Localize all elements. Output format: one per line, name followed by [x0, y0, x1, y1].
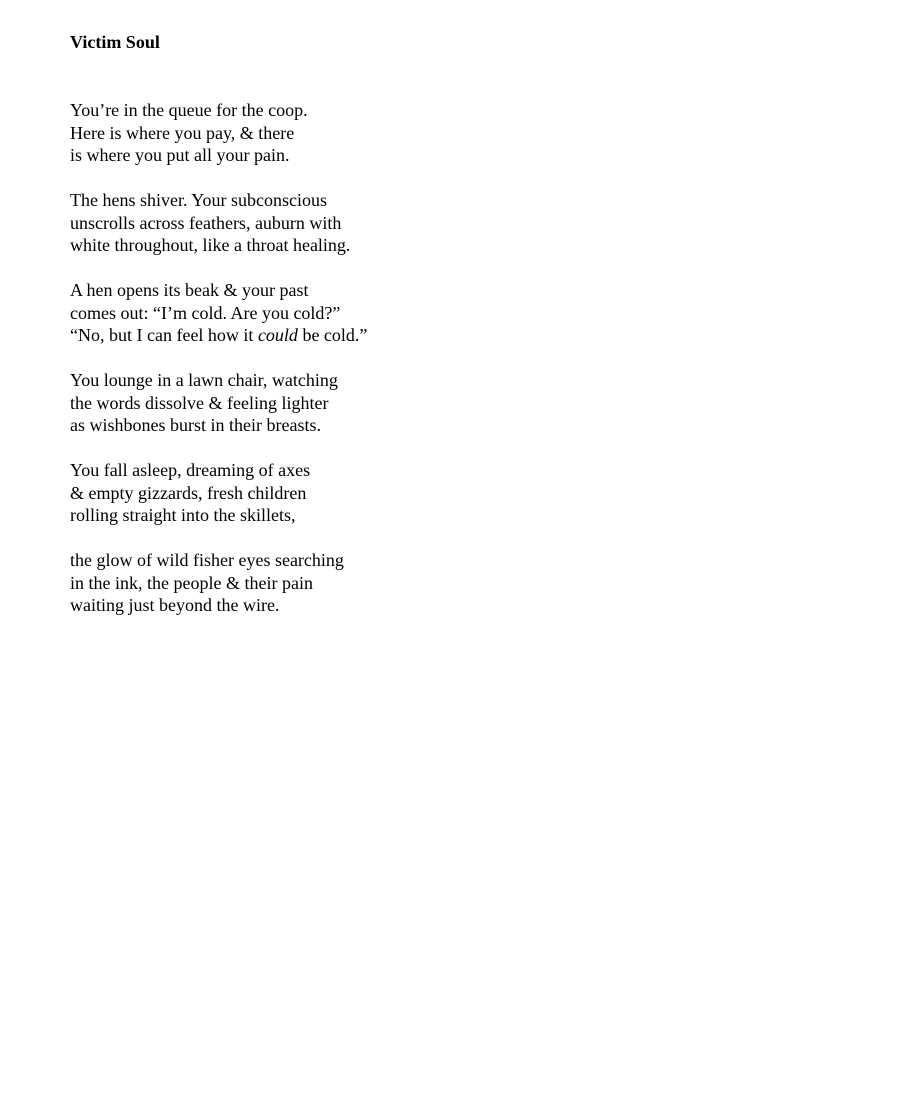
poem-line: waiting just beyond the wire. — [70, 595, 280, 615]
stanza-1 — [70, 99, 850, 167]
poem-line: You fall asleep, dreaming of axes — [70, 460, 311, 480]
poem-line: comes out: “I’m cold. Are you cold?” — [70, 302, 341, 323]
poem-body — [70, 99, 850, 617]
poem-line: is where you put all your pain. — [70, 145, 290, 165]
poem-line-text: “No, but I can feel how it — [70, 325, 258, 345]
poem-line: & empty gizzards, fresh children — [70, 482, 307, 503]
poem-line: white throughout, like a throat healing. — [70, 235, 351, 255]
poem-line: A hen opens its beak & your past — [70, 280, 309, 300]
poem-line: the words dissolve & feeling lighter — [70, 392, 329, 413]
poem-line: as wishbones burst in their breasts. — [70, 415, 321, 435]
poem-line: rolling straight into the skillets, — [70, 505, 296, 525]
stanza-5 — [70, 459, 850, 527]
poem-line-text: be cold.” — [297, 325, 368, 345]
document-page — [70, 31, 850, 639]
stanza-2 — [70, 189, 850, 257]
stanza-6 — [70, 549, 850, 617]
stanza-4 — [70, 369, 850, 437]
poem-line: unscrolls across feathers, auburn with — [70, 212, 342, 233]
poem-line: You’re in the queue for the coop. — [70, 100, 308, 120]
poem-line: the glow of wild fisher eyes searching — [70, 550, 344, 570]
poem-line — [70, 324, 850, 347]
poem-title: Victim Soul — [70, 32, 160, 52]
poem-line: You lounge in a lawn chair, watching — [70, 370, 338, 390]
poem-line: The hens shiver. Your subconscious — [70, 190, 327, 210]
stanza-3 — [70, 279, 850, 347]
poem-line: in the ink, the people & their pain — [70, 572, 313, 593]
poem-line-italic-word: could — [257, 325, 298, 345]
poem-line: Here is where you pay, & there — [70, 122, 295, 143]
